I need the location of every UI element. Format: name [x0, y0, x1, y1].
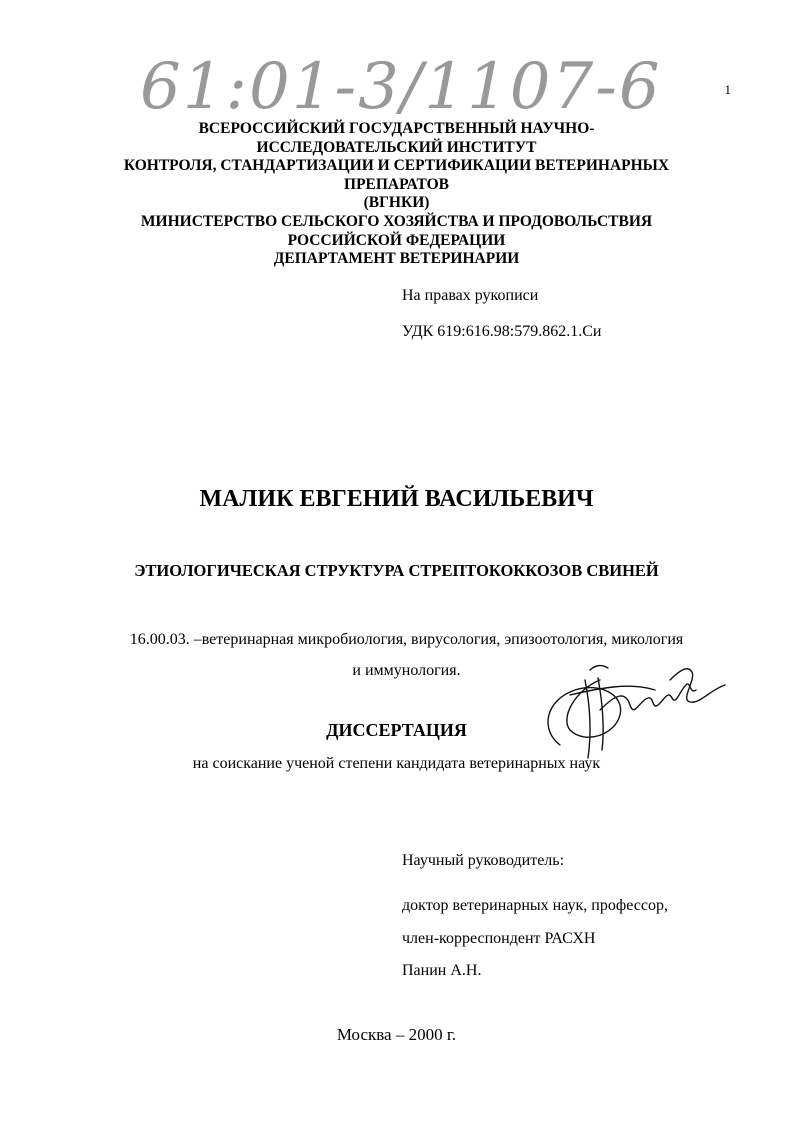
org-line: ПРЕПАРАТОВ — [344, 175, 449, 193]
org-line: (ВГНКИ) — [363, 194, 430, 212]
specialty-line: 16.00.03. –ветеринарная микробиология, вирусология, эпизоотология, микология — [129, 631, 684, 648]
city-year: Москва – 2000 г. — [336, 1025, 457, 1044]
page-number: 1 — [724, 82, 731, 97]
org-line: РОССИЙСКОЙ ФЕДЕРАЦИИ — [287, 231, 506, 249]
supervisor-name: Панин А.Н. — [402, 962, 482, 979]
supervisor-membership: член-корреспондент РАСХН — [402, 930, 596, 947]
org-line: ИССЛЕДОВАТЕЛЬСКИЙ ИНСТИТУТ — [256, 138, 537, 156]
archive-stamp: 61:01-3/1107-6 — [140, 50, 662, 124]
organization-header — [0, 120, 793, 269]
org-line: ВСЕРОССИЙСКИЙ ГОСУДАРСТВЕННЫЙ НАУЧНО- — [198, 120, 595, 137]
org-line: МИНИСТЕРСТВО СЕЛЬСКОГО ХОЗЯЙСТВА И ПРОДОВОЛЬСТВИЯ — [140, 212, 653, 230]
signature — [530, 650, 730, 765]
org-line: ДЕПАРТАМЕНТ ВЕТЕРИНАРИИ — [273, 250, 520, 268]
specialty-line: и иммунология. — [352, 662, 461, 679]
org-line: КОНТРОЛЯ, СТАНДАРТИЗАЦИИ И СЕРТИФИКАЦИИ ВЕТЕРИНАРНЫХ — [123, 157, 670, 175]
udc-code: УДК 619:616.98:579.862.1.Си — [402, 323, 602, 340]
thesis-title: ЭТИОЛОГИЧЕСКАЯ СТРУКТУРА СТРЕПТОКОККОЗОВ СВИНЕЙ — [134, 561, 659, 580]
manuscript-note: На правах рукописи — [402, 287, 539, 304]
degree-line: на соискание ученой степени кандидата ветеринарных наук — [192, 755, 601, 772]
document-type: ДИССЕРТАЦИЯ — [326, 720, 467, 740]
supervisor-label: Научный руководитель: — [402, 852, 565, 869]
supervisor-credentials: доктор ветеринарных наук, профессор, — [402, 897, 668, 914]
author-name: МАЛИК ЕВГЕНИЙ ВАСИЛЬЕВИЧ — [199, 486, 594, 512]
